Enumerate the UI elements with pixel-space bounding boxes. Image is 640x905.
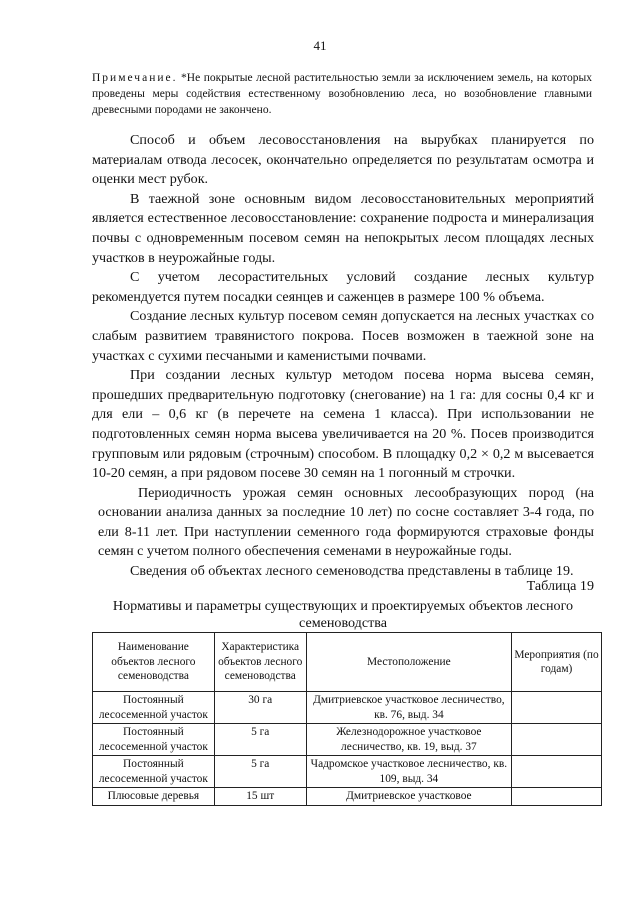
paragraph: Периодичность урожая семян основных лесообразующих пород (на основании анализа данных за последние 10 лет) по сосне составляет 3-4 года, по ели 8-11 лет. При наступлении семенного года формируются страховые фонды семян с учетом полного обеспечения семенами в неурожайные годы. xyxy=(98,484,594,560)
table-cell xyxy=(512,788,602,806)
table-cell: Постоянный лесосеменной участок xyxy=(93,756,215,788)
table-cell: 5 га xyxy=(214,756,306,788)
table-row xyxy=(93,756,602,788)
table-cell: Дмитриевское участковое xyxy=(306,788,511,806)
table-cell: Постоянный лесосеменной участок xyxy=(93,692,215,724)
table-label: Таблица 19 xyxy=(526,578,594,594)
footnote xyxy=(92,70,592,118)
body-text xyxy=(92,131,594,582)
table-cell: Железнодорожное участковое лесничество, кв. 19, выд. 37 xyxy=(306,724,511,756)
table-cell: Чадромское участковое лесничество, кв. 109, выд. 34 xyxy=(306,756,511,788)
table-row xyxy=(93,724,602,756)
table-cell: 30 га xyxy=(214,692,306,724)
table-row xyxy=(93,788,602,806)
header-cell: Характеристика объектов лесного семеноводства xyxy=(214,633,306,692)
header-cell: Местоположение xyxy=(306,633,511,692)
table-cell xyxy=(512,724,602,756)
table-title: Нормативы и параметры существующих и проектируемых объектов лесного семеноводства xyxy=(112,598,574,631)
page-number: 41 xyxy=(313,38,327,53)
table-cell: Плюсовые деревья xyxy=(93,788,215,806)
seed-objects-table xyxy=(92,632,602,806)
paragraph: При создании лесных культур методом посева норма высева семян, прошедших предварительную подготовку (снегование) на 1 га: для сосны 0,4 кг и для ели – 0,6 кг (в перечете на семена 1 класса). При использовании не подготовленных семян норма высева увеличивается на 20 %. Посев производится групповым или рядовым (строчным) способом. В площадку 0,2 × 0,2 м высевается 10-20 семян, а при рядовом посеве 30 семян на 1 погонный м строчки. xyxy=(92,367,594,482)
paragraph: В таежной зоне основным видом лесовосстановительных мероприятий является естественное лесовосстановление: сохранение подроста и минерализация почвы с одновременным посевом семян на непокрытых лесом площадях лесных участков в неурожайные годы. xyxy=(92,190,594,266)
paragraph: Способ и объем лесовосстановления на вырубках планируется по материалам отвода лесосек, окончательно определяется по результатам осмотра и оценки мест рубок. xyxy=(92,132,594,188)
footnote-label: Примечание. xyxy=(92,72,178,84)
table-cell: 5 га xyxy=(214,724,306,756)
table-cell xyxy=(512,692,602,724)
header-cell: Наименование объектов лесного семеноводства xyxy=(93,633,215,692)
paragraph: С учетом лесорастительных условий создание лесных культур рекомендуется путем посадки сеянцев и саженцев в размере 100 % объема. xyxy=(92,269,594,305)
table-cell: 15 шт xyxy=(214,788,306,806)
table-cell xyxy=(512,756,602,788)
table-row xyxy=(93,692,602,724)
paragraph: Сведения об объектах лесного семеноводства представлены в таблице 19. xyxy=(130,563,574,580)
table-cell: Дмитриевское участковое лесничество, кв. 76, выд. 34 xyxy=(306,692,511,724)
footnote-text: *Не покрытые лесной растительностью земли за исключением земель, на которых проведены меры содействия естественному возобновлению леса, но возобновление главными древесными породами не закончено. xyxy=(92,72,593,116)
header-cell: Мероприятия (по годам) xyxy=(512,633,602,692)
table-header-row xyxy=(93,633,602,692)
table-cell: Постоянный лесосеменной участок xyxy=(93,724,215,756)
paragraph: Создание лесных культур посевом семян допускается на лесных участках со слабым развитием травянистого покрова. Посев возможен в таежной зоне на участках с сухими песчаными и каменистыми почвами. xyxy=(92,308,594,364)
